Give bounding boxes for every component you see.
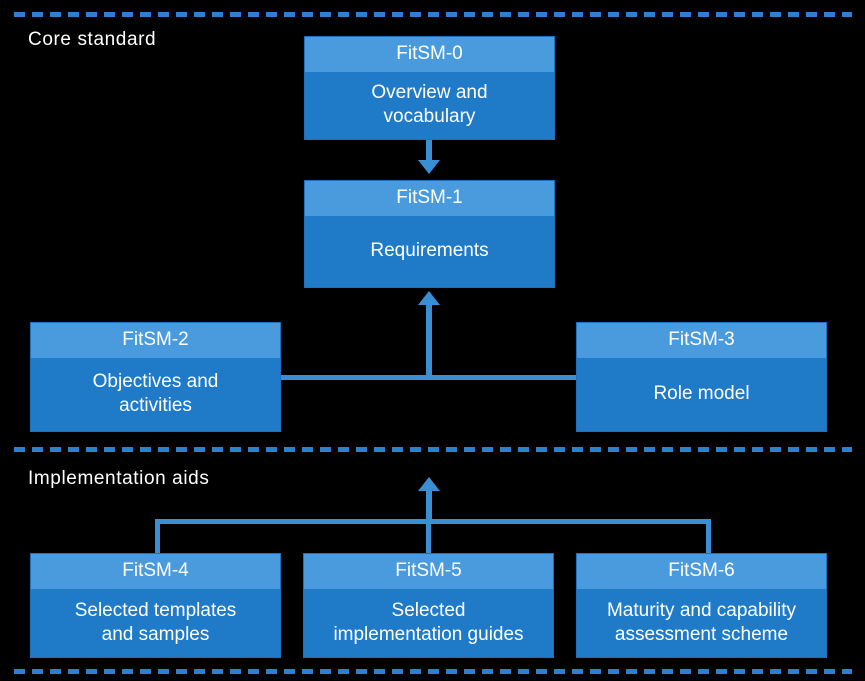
box-fitsm-4-body bbox=[31, 589, 280, 657]
box-fitsm-6-body bbox=[577, 589, 826, 657]
box-fitsm-6-line-2: assessment scheme bbox=[614, 623, 789, 645]
box-fitsm-5-title: FitSM-5 bbox=[304, 554, 553, 589]
box-fitsm-5-line-2: implementation guides bbox=[333, 623, 524, 645]
box-fitsm-6-title: FitSM-6 bbox=[577, 554, 826, 589]
box-fitsm-5-line-1: Selected bbox=[391, 599, 466, 621]
connector-drop-fitsm4 bbox=[155, 519, 160, 557]
dashed-divider-top bbox=[14, 12, 852, 17]
box-fitsm-6-line-1: Maturity and capability bbox=[606, 599, 797, 621]
box-fitsm-4[interactable] bbox=[30, 553, 281, 658]
box-fitsm-6[interactable] bbox=[576, 553, 827, 658]
box-fitsm-0[interactable] bbox=[304, 36, 555, 140]
arrowhead-up-fitsm1 bbox=[418, 291, 440, 305]
dashed-divider-bottom bbox=[14, 669, 852, 674]
box-fitsm-2-line-1: Objectives and bbox=[92, 371, 219, 393]
box-fitsm-1-line-1: Requirements bbox=[370, 240, 489, 262]
box-fitsm-4-line-1: Selected templates bbox=[74, 599, 237, 621]
box-fitsm-3-title: FitSM-3 bbox=[577, 323, 826, 358]
box-fitsm-4-title: FitSM-4 bbox=[31, 554, 280, 589]
section-caption-implementation-aids: Implementation aids bbox=[28, 468, 210, 489]
connector-bus-to-fitsm1-lower bbox=[426, 489, 432, 521]
connector-bus-implementation-aids bbox=[155, 519, 711, 524]
arrowhead-down-fitsm1 bbox=[418, 160, 440, 174]
box-fitsm-1-title: FitSM-1 bbox=[305, 181, 554, 216]
connector-drop-fitsm5 bbox=[426, 519, 431, 557]
box-fitsm-1-body bbox=[305, 216, 554, 287]
box-fitsm-0-body bbox=[305, 72, 554, 139]
section-caption-core-standard: Core standard bbox=[28, 29, 157, 50]
box-fitsm-3-body bbox=[577, 358, 826, 431]
box-fitsm-0-line-2: vocabulary bbox=[383, 106, 476, 128]
box-fitsm-2-body bbox=[31, 358, 280, 431]
box-fitsm-2-title: FitSM-2 bbox=[31, 323, 280, 358]
box-fitsm-5-body bbox=[304, 589, 553, 657]
box-fitsm-4-line-2: and samples bbox=[101, 623, 210, 645]
box-fitsm-2[interactable] bbox=[30, 322, 281, 432]
connector-bus-to-fitsm1 bbox=[426, 302, 432, 378]
arrowhead-up-fitsm1-lower bbox=[418, 477, 440, 491]
dashed-divider-middle bbox=[14, 447, 852, 452]
box-fitsm-3-line-1: Role model bbox=[653, 383, 750, 405]
box-fitsm-0-line-1: Overview and bbox=[371, 82, 488, 104]
connector-drop-fitsm6 bbox=[706, 519, 711, 557]
box-fitsm-3[interactable] bbox=[576, 322, 827, 432]
box-fitsm-1[interactable] bbox=[304, 180, 555, 288]
box-fitsm-5[interactable] bbox=[303, 553, 554, 658]
box-fitsm-2-line-2: activities bbox=[119, 395, 192, 417]
box-fitsm-0-title: FitSM-0 bbox=[305, 37, 554, 72]
